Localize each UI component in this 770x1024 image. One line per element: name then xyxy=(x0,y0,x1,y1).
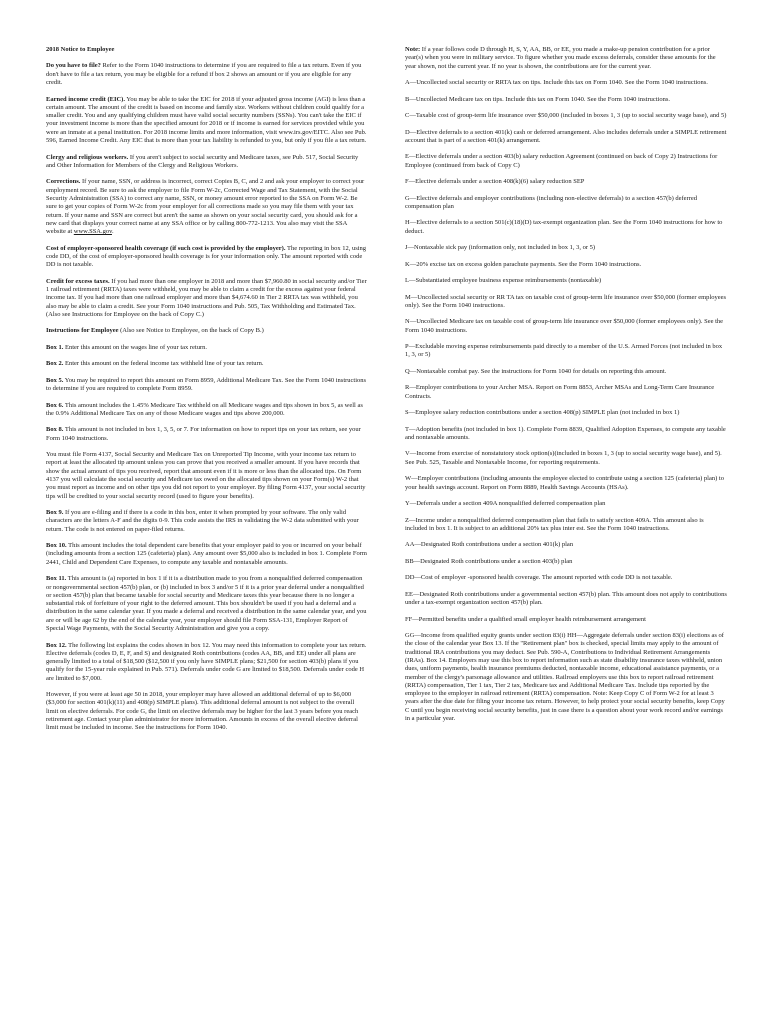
ssa-website-link[interactable]: www.SSA.gov xyxy=(73,228,112,236)
paragraph xyxy=(405,541,727,549)
paragraph-heading: Instructions for Employee xyxy=(46,327,119,335)
paragraph xyxy=(405,294,727,311)
paragraph xyxy=(405,558,727,566)
paragraph xyxy=(405,384,727,401)
paragraph-text: V—Income from exercise of nonstatutory stock option(s)(included in boxes 1, 3 (up to social security wage base), and 5). See Pub. 525, Taxable and Nontaxable Income, for reporting requirements. xyxy=(405,450,722,466)
paragraph xyxy=(405,591,727,608)
paragraph-text: G—Elective deferrals and employer contributions (including non-elective deferrals) to a section 457(b) deferred compensation plan xyxy=(405,194,698,210)
paragraph xyxy=(405,500,727,508)
paragraph-text: This amount includes the total dependent care benefits that your employer paid to you or incurred on your behalf (including amounts from a section 125 (cafeteria) plan). Any amount over $5,000 also is included in box 1. Complete Form 2441, Child and Dependent Care Expenses, to compute any taxable and nontaxable amounts. xyxy=(46,542,367,566)
paragraph xyxy=(405,261,727,269)
paragraph-text: (Also see Notice to Employee, on the back of Copy B.) xyxy=(120,327,264,335)
paragraph-heading: Box 12. xyxy=(46,641,67,649)
paragraph-text: AA—Designated Roth contributions under a section 401(k) plan xyxy=(405,541,574,549)
paragraph-heading: Box 9. xyxy=(46,509,64,517)
paragraph-text: EE—Designated Roth contributions under a governmental section 457(b) plan. This amount does not apply to contributions under a tax-exempt organization section 457(b) plan. xyxy=(405,590,727,607)
paragraph xyxy=(405,112,727,120)
paragraph-text: H—Elective deferrals to a section 501(c)(18)(D) tax-exempt organization plan. See the Form 1040 instructions for how to deduct. xyxy=(405,219,723,235)
paragraph-heading: Box 8. xyxy=(46,426,64,434)
paragraph-heading: 2018 Notice to Employee xyxy=(46,46,115,53)
paragraph xyxy=(405,426,727,443)
paragraph xyxy=(405,574,727,582)
paragraph xyxy=(405,616,727,624)
paragraph-heading: Corrections. xyxy=(46,178,81,186)
paragraph-heading: Clergy and religious workers. xyxy=(46,153,129,161)
paragraph xyxy=(405,96,727,104)
paragraph xyxy=(405,318,727,335)
paragraph-heading: Box 6. xyxy=(46,401,64,409)
paragraph-text: If you aren't subject to social security and Medicare taxes, see Pub. 517, Social Security and Other Information for Members of the Clergy and Religious Workers. xyxy=(46,153,359,169)
paragraph-text: F—Elective deferrals under a section 408(k)(6) salary reduction SEP xyxy=(405,178,585,186)
paragraph-text: This amount is not included in box 1, 3, 5, or 7. For information on how to report tips on your tax return, see your Form 1040 instructions. xyxy=(46,426,361,442)
paragraph-text: N—Uncollected Medicare tax on taxable cost of group-term life insurance over $50,000 (former employees only). See the Form 1040 instructions. xyxy=(405,318,724,334)
paragraph-text: J—Nontaxable sick pay (information only, not included in box 1, 3, or 5) xyxy=(405,244,596,252)
paragraph-text: R—Employer contributions to your Archer MSA. Report on Form 8853, Archer MSAs and Long-Term Care Insurance Contracts. xyxy=(405,384,715,400)
paragraph xyxy=(405,129,727,146)
paragraph xyxy=(46,402,368,419)
paragraph xyxy=(46,360,368,368)
paragraph-text: If a year follows code D through H, S, Y, AA, BB, or EE, you made a make-up pension contribution for a prior year(s) when you were in military service. To figure whether you made excess deferrals, consider these amounts for the year shown, not the current year. If no year is shown, the contributions are for the current year. xyxy=(405,46,716,70)
paragraph xyxy=(46,278,368,319)
paragraph xyxy=(46,451,368,501)
paragraph-heading: Do you have to file? xyxy=(46,62,101,70)
paragraph-heading: Box 2. xyxy=(46,360,64,368)
paragraph xyxy=(46,377,368,394)
paragraph xyxy=(46,642,368,683)
paragraph-text: GG—Income from qualified equity grants under section 83(i) HH—Aggregate deferrals under section 83(i) elections as of the close of the calendar year Box 13. If the "Retirement plan" box is checked, special limits may apply to the amount of traditional IRA contributions you may deduct. See Pub. 590-A, Contributions to Individual Retirement Arrangements (IRAs). Box 14. Employers may use this box to report information such as state disability insurance taxes withheld, union dues, uniform payments, health insurance premiums deducted, nontaxable income, educational assistance payments, or a member of the clergy's parsonage allowance and utilities. Railroad employers use this box to report railroad retirement (RRTA) compensation, Tier 1 tax, Tier 2 tax, Medicare tax and Additional Medicare Tax. Include tips reported by the employee to the employer in railroad retirement (RRTA) compensation. Note: Keep Copy C of Form W-2 for at least 3 years after the due date for filing your income tax return. However, to help protect your social security benefits, keep Copy C until you begin receiving social security benefits, just in case there is a question about your work record and/or earnings in a particular year. xyxy=(405,632,725,722)
paragraph-heading: Box 10. xyxy=(46,542,67,550)
paragraph-text: Enter this amount on the wages line of your tax return. xyxy=(64,343,208,351)
paragraph xyxy=(46,344,368,352)
paragraph xyxy=(405,632,727,723)
paragraph xyxy=(46,327,368,335)
paragraph xyxy=(46,575,368,633)
paragraph xyxy=(405,277,727,285)
paragraph-text: You must file Form 4137, Social Security and Medicare Tax on Unreported Tip Income, with your income tax return to report at least the allocated tip amount unless you can prove that you received a smaller amount. If you have records that show the actual amount of tips you received, report that amount even if it is more or less than the allocated tips. On Form 4137 you will calculate the social security and Medicare tax owed on the allocated tips shown on your Form(s) W-2 that you must report as income and on other tips you did not report to your employer. By filing Form 4137, your social security tips will be credited to your social security record (used to figure your benefits). xyxy=(46,451,366,500)
paragraph-text: BB—Designated Roth contributions under a section 403(b) plan xyxy=(405,557,573,565)
paragraph-text: However, if you were at least age 50 in 2018, your employer may have allowed an additional deferral of up to $6,000 ($3,000 for section 401(k)(11) and 408(p) SIMPLE plans). This additional deferral amount is not subject to the overall limit on elective deferrals. For code G, the limit on elective deferrals may be higher for the last 3 years before you reach retirement age. Contact your plan administrator for more information. Amounts in excess of the overall elective deferral limit must be included in income. See the instructions for Form 1040. xyxy=(46,691,359,732)
paragraph-text: This amount includes the 1.45% Medicare Tax withheld on all Medicare wages and tips shown in box 5, as well as the 0.9% Additional Medicare Tax on any of those Medicare wages and tips above 200,000. xyxy=(46,401,363,417)
paragraph xyxy=(405,178,727,186)
paragraph xyxy=(405,79,727,87)
paragraph xyxy=(405,450,727,467)
paragraph-heading: Box 1. xyxy=(46,343,64,351)
paragraph-text: P—Excludable moving expense reimbursements paid directly to a member of the U.S. Armed Forces (not included in box 1, 3, or 5) xyxy=(405,343,723,359)
paragraph xyxy=(46,178,368,236)
paragraph xyxy=(46,509,368,534)
paragraph-text: If you had more than one employer in 2018 and more than $7,960.80 in social security and/or Tier 1 railroad retirement (RRTA) taxes were withheld, you may be able to claim a credit for the excess against your federal income tax. If you had more than one railroad employer and more than $4,674.60 in Tier 2 RRTA tax was withheld, you also may be able to claim a credit. See your Form 1040 instructions and Pub. 505, Tax Withholding and Estimated Tax. (Also see Instructions for Employee on the back of Copy C.) xyxy=(46,277,367,318)
paragraph-text: This amount is (a) reported in box 1 if it is a distribution made to you from a nonqualified deferred compensation or nongovernmental section 457(b) plan, or (b) included in box 3 and/or 5 if it is a prior year deferral under a nonqualified or section 457(b) plan that became taxable for social security and Medicare taxes this year because there is no longer a substantial risk of forfeiture of your right to the deferred amount. This box shouldn't be used if you had a deferral and a distribution in the same calendar year. If you made a deferral and received a distribution in the same calendar year, and you are or will be age 62 by the end of the calendar year, your employer should file Form SSA-131, Employer Report of Special Wage Payments, with the Social Security Administration and give you a copy. xyxy=(46,575,367,633)
paragraph-text: FF—Permitted benefits under a qualified small employer health reimbursement arrangement xyxy=(405,615,646,623)
paragraph-text: L—Substantiated employee business expense reimbursements (nontaxable) xyxy=(405,277,602,285)
paragraph xyxy=(405,368,727,376)
paragraph xyxy=(46,245,368,270)
paragraph xyxy=(405,475,727,492)
paragraph-text: If your name, SSN, or address is incorrect, correct Copies B, C, and 2 and ask your employer to correct your employment record. Be sure to ask the employer to file Form W-2c, Corrected Wage and Tax Statement, with the Social Security Administration (SSA) to correct any name, SSN, or money amount error reported to the SSA on Form W-2. Be sure to get your copies of Form W-2c from your employer for all corrections made so you may file them with your tax return. If your name and SSN are correct but aren't the same as shown on your social security card, you should ask for a new card that displays your correct name at any SSA office or by calling 800-772-1213. You also may visit the SSA website at xyxy=(46,178,365,236)
paragraph xyxy=(46,426,368,443)
paragraph-text: D—Elective deferrals to a section 401(k) cash or deferred arrangement. Also includes deferrals under a SIMPLE retirement account that is part of a section 401(k) arrangement. xyxy=(405,128,727,144)
paragraph-text: E—Elective deferrals under a section 403(b) salary reduction Agreement (continued on back of Copy 2) Instructions for Employee (continued from back of Copy C) xyxy=(405,153,718,169)
paragraph xyxy=(405,343,727,360)
paragraph xyxy=(46,62,368,87)
paragraph-text: You may be required to report this amount on Form 8959, Additional Medicare Tax. See the Form 1040 instructions to determine if you are required to complete Form 8959. xyxy=(46,376,367,393)
paragraph-heading: Box 5. xyxy=(46,376,64,384)
paragraph-heading: Credit for excess taxes. xyxy=(46,277,110,285)
paragraph-text: If you are e-filing and if there is a code in this box, enter it when prompted by your software. The only valid characters are the letters A-F and the digits 0-9. This code assists the IRS in validating the W-2 data submitted with your return. The code is not entered on paper-filed returns. xyxy=(46,509,359,533)
paragraph xyxy=(405,219,727,236)
paragraph xyxy=(405,409,727,417)
paragraph xyxy=(405,46,727,71)
paragraph-text: K—20% excise tax on excess golden parachute payments. See the Form 1040 instructions. xyxy=(405,260,642,268)
paragraph xyxy=(405,195,727,212)
paragraph-text: C—Taxable cost of group-term life insurance over $50,000 (included in boxes 1, 3 (up to social security wage base), and 5) xyxy=(405,112,727,120)
paragraph-text: M—Uncollected social security or RR TA tax on taxable cost of group-term life insurance over $50,000 (former employees only). See the Form 1040 instructions. xyxy=(405,293,727,309)
left-column xyxy=(46,46,368,741)
paragraph xyxy=(46,154,368,171)
paragraph-text-end: . xyxy=(111,228,114,236)
paragraph-text: B—Uncollected Medicare tax on tips. Include this tax on Form 1040. See the Form 1040 instructions. xyxy=(405,95,671,103)
paragraph-heading: Earned income credit (EIC). xyxy=(46,95,125,103)
paragraph-text: Q—Nontaxable combat pay. See the instructions for Form 1040 for details on reporting this amount. xyxy=(405,367,667,375)
paragraph-text: The following list explains the codes shown in box 12. You may need this information to complete your tax return. Elective deferrals (codes D, E, F, and S) and designated Roth contributions (codes AA, BB, and EE) under all plans are generally limited to a total of $18,500 ($12,500 if you only have SIMPLE plans; $21,500 for section 403(b) plans if you qualify for the 15-year rule explained in Pub. 571). Deferrals under code G are limited to $18,500. Deferrals under code H are limited to $7,000. xyxy=(46,641,367,682)
paragraph-text: Refer to the Form 1040 instructions to determine if you are required to file a tax return. Even if you don't have to file a tax return, you may be eligible for a refund if box 2 shows an amount or if you are eligible for any credit. xyxy=(46,62,362,87)
paragraph xyxy=(405,244,727,252)
paragraph-text: The reporting in box 12, using code DD, of the cost of employer-sponsored health coverage is for your information only. The amount reported with code DD is not taxable. xyxy=(46,244,367,269)
paragraph-text: S—Employee salary reduction contributions under a section 408(p) SIMPLE plan (not included in box 1) xyxy=(405,409,680,417)
paragraph-text: T—Adoption benefits (not included in box 1). Complete Form 8839, Qualified Adoption Expenses, to compute any taxable and nontaxable amounts. xyxy=(405,425,726,441)
paragraph-text: Z—Income under a nonqualified deferred compensation plan that fails to satisfy section 409A. This amount also is included in box 1. It is subject to an additional 20% tax plus inter est. See the Form 1040 instructions. xyxy=(405,516,704,532)
paragraph-text: Enter this amount on the federal income tax withheld line of your tax return. xyxy=(64,360,264,368)
paragraph-heading: Box 11. xyxy=(46,575,67,583)
paragraph xyxy=(46,96,368,146)
paragraph-heading: Cost of employer-sponsored health coverage (if such cost is provided by the employer). xyxy=(46,244,286,252)
paragraph-heading: Note: xyxy=(405,46,421,53)
paragraph xyxy=(405,517,727,534)
paragraph xyxy=(46,691,368,732)
paragraph xyxy=(46,542,368,567)
paragraph xyxy=(46,46,368,54)
paragraph-text: A—Uncollected social security or RRTA tax on tips. Include this tax on Form 1040. See the Form 1040 instructions. xyxy=(405,79,708,87)
paragraph-text: DD—Cost of employer -sponsored health coverage. The amount reported with code DD is not taxable. xyxy=(405,574,673,582)
paragraph-text: W—Employer contributions (including amounts the employee elected to contribute using a section 125 (cafeteria) plan) to your health savings account. Report on Form 8889, Health Savings Accounts (HSAs). xyxy=(405,475,724,491)
paragraph-text: You may be able to take the EIC for 2018 if your adjusted gross income (AGI) is less than a certain amount. The amount of the credit is based on income and family size. Workers without children could qualify for a smaller credit. You and any qualifying children must have valid social security numbers (SSNs). You can't take the EIC if your investment income is more than the specified amount for 2018 or if income is earned for services provided while you were an inmate at a penal institution. For 2018 income limits and more information, visit www.irs.gov/EITC. Also see Pub. 596, Earned Income Credit. Any EIC that is more than your tax liability is refunded to you, but only if you file a tax return. xyxy=(46,95,367,145)
right-column xyxy=(405,46,727,731)
paragraph-text: Y—Deferrals under a section 409A nonqualified deferred compensation plan xyxy=(405,500,606,508)
paragraph xyxy=(405,153,727,170)
